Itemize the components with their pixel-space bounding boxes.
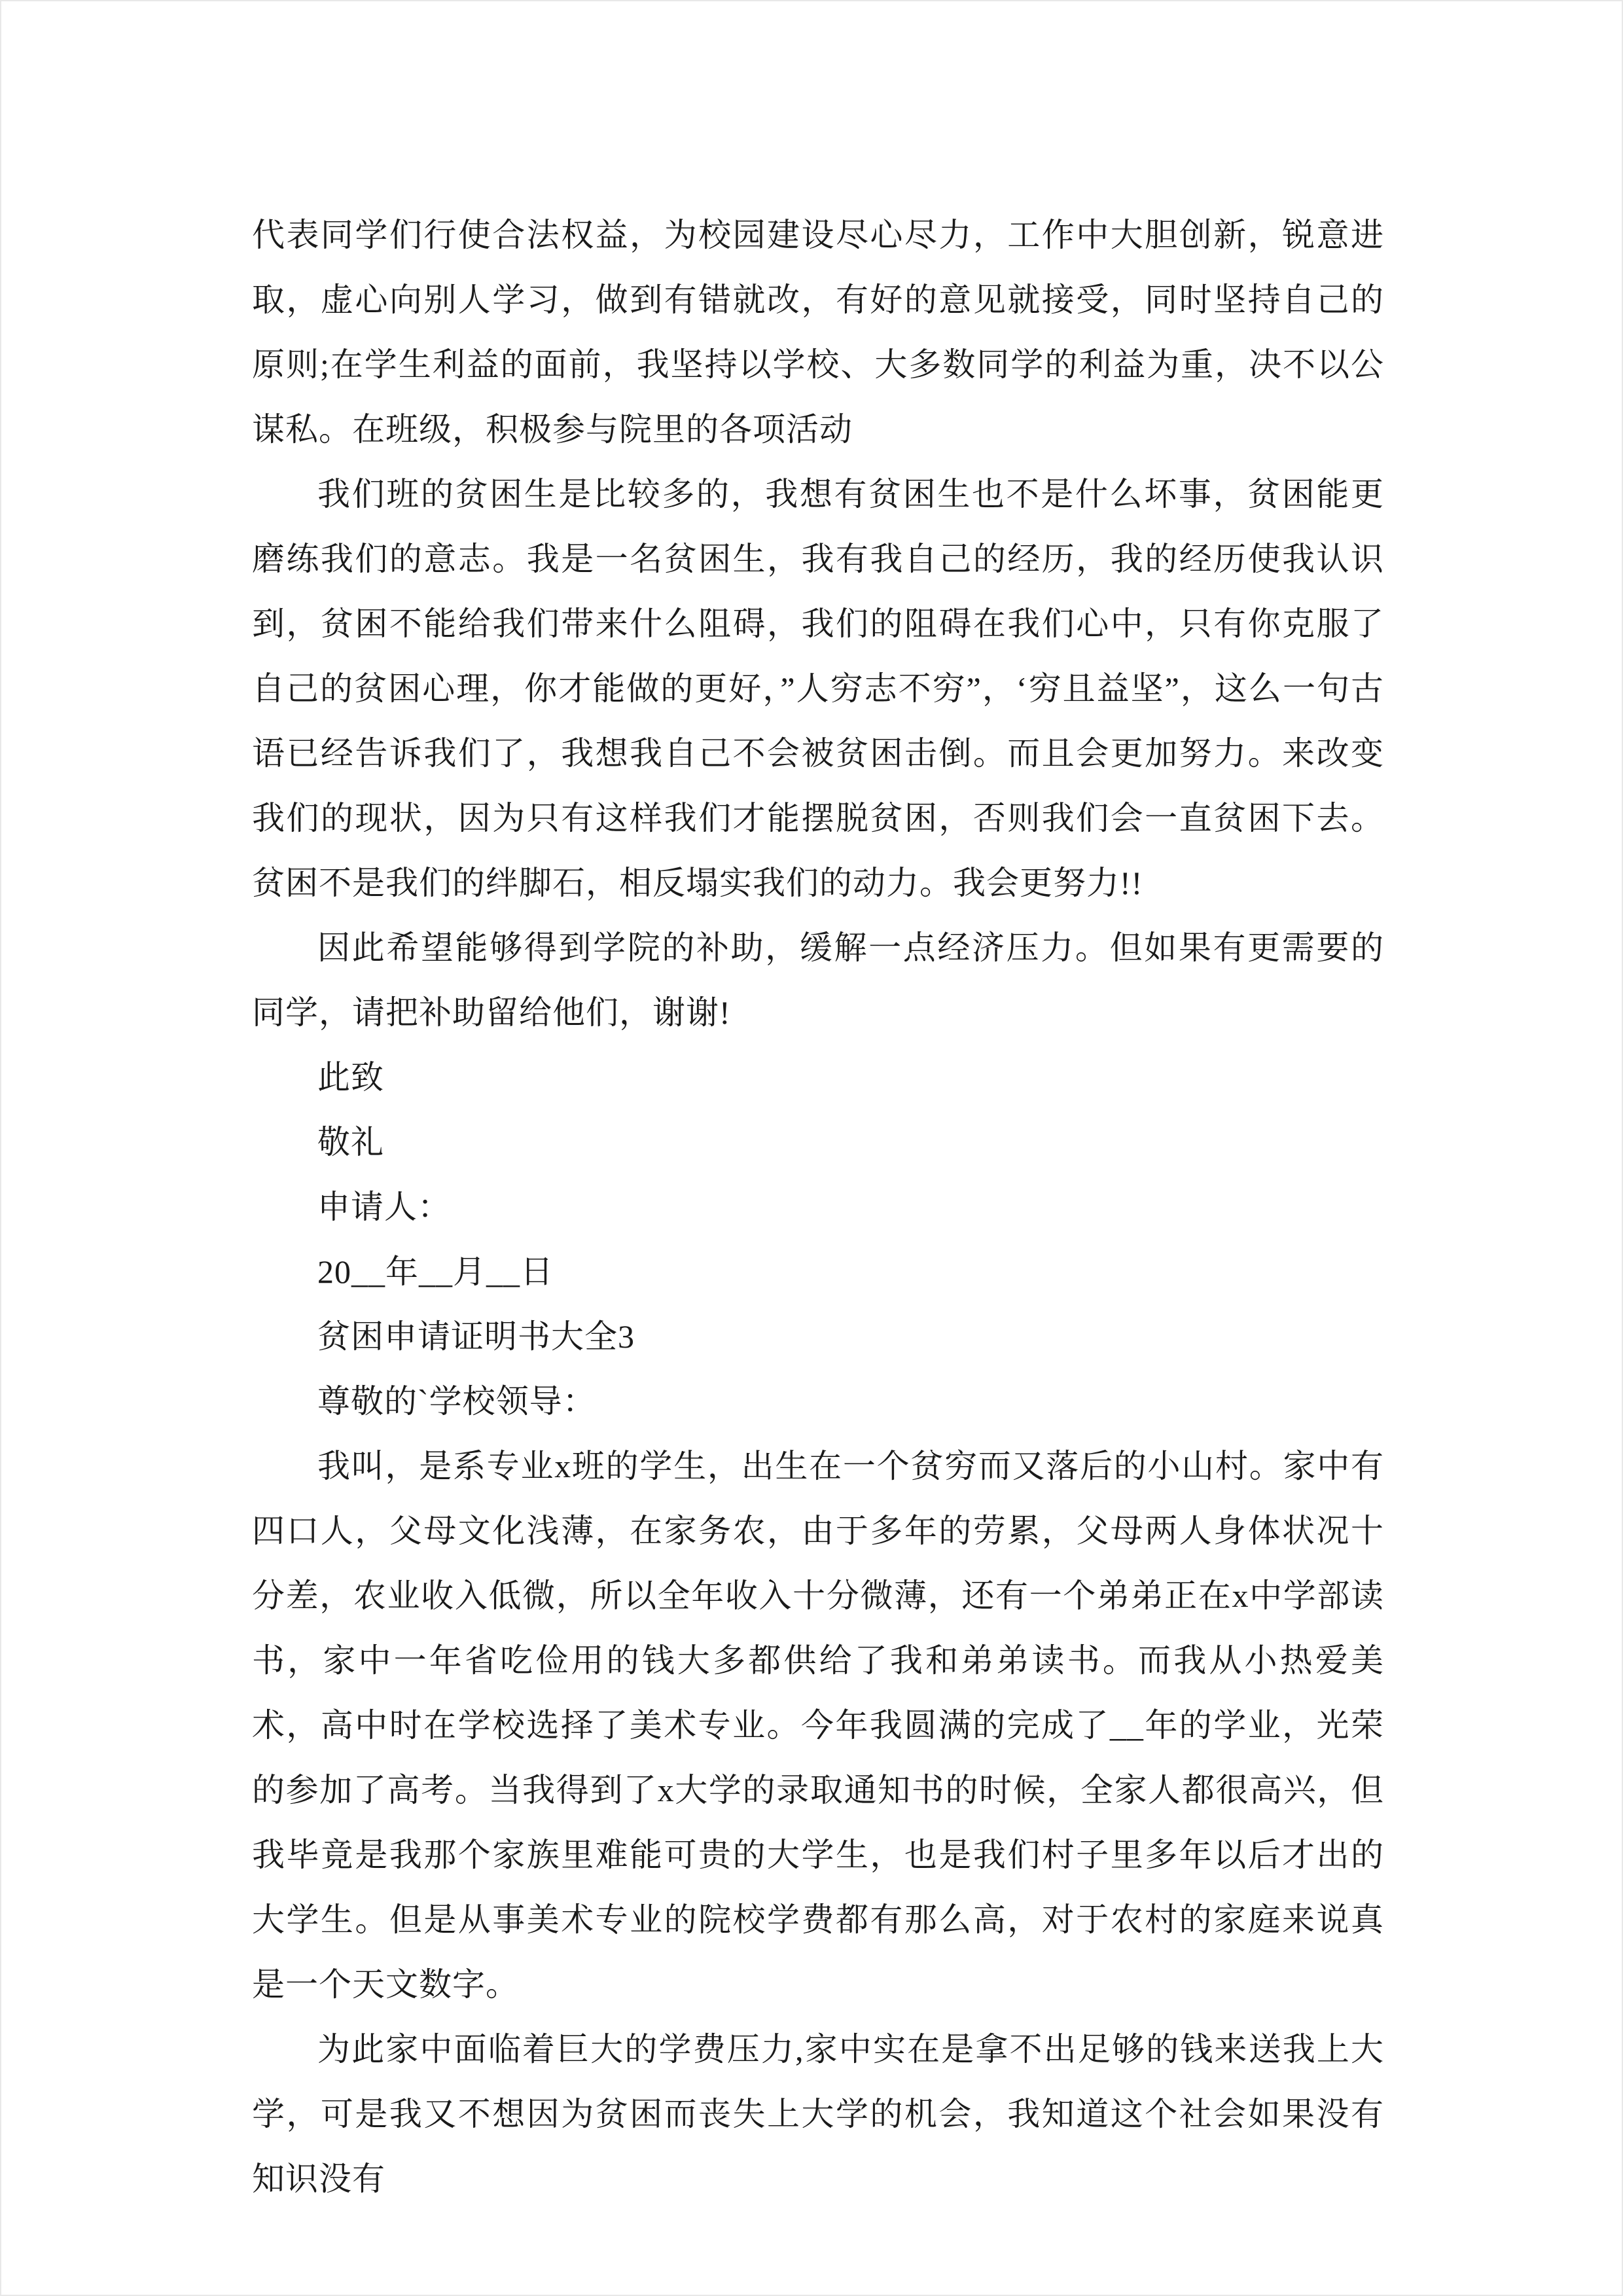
salutation-line: 此致: [317, 1059, 384, 1096]
body-paragraph: 为此家中面临着巨大的学费压力,家中实在是拿不出足够的钱来送我上大学，可是我又不想因为贫困而丧失上大学的机会，我知道这个社会如果没有知识没有: [252, 2031, 1384, 2197]
body-paragraph: 我叫，是系专业x班的学生，出生在一个贫穷而又落后的小山村。家中有四口人，父母文化浅薄，在家务农，由于多年的劳累，父母两人身体状况十分差，农业收入低微，所以全年收入十分微薄，还有一个弟弟正在x中学部读书，家中一年省吃俭用的钱大多都供给了我和弟弟读书。而我从小热爱美术，高中时在学校选择了美术专业。今年我圆满的完成了__年的学业，光荣的参加了高考。当我得到了x大学的录取通知书的时候，全家人都很高兴，但我毕竟是我那个家族里难能可贵的大学生，也是我们村子里多年以后才出的大学生。但是从事美术专业的院校学费都有那么高，对于农村的家庭来说真是一个天文数字。: [252, 1448, 1384, 2003]
body-paragraph: 因此希望能够得到学院的补助，缓解一点经济压力。但如果有更需要的同学，请把补助留给他们，谢谢!: [252, 929, 1384, 1031]
date-line: 20__年__月__日: [317, 1253, 554, 1290]
section-title: 贫困申请证明书大全3: [317, 1318, 635, 1355]
body-paragraph: 我们班的贫困生是比较多的，我想有贫困生也不是什么坏事，贫困能更磨练我们的意志。我是一名贫困生，我有我自己的经历，我的经历使我认识到，贫困不能给我们带来什么阻碍，我们的阻碍在我们心中，只有你克服了自己的贫困心理，你才能做的更好，”人穷志不穷”，‘穷且益坚”，这么一句古语已经告诉我们了，我想我自己不会被贫困击倒。而且会更加努力。来改变我们的现状，因为只有这样我们才能摆脱贫困，否则我们会一直贫困下去。贫困不是我们的绊脚石，相反塌实我们的动力。我会更努力!!: [252, 476, 1384, 901]
recipient-line: 尊敬的`学校领导：: [317, 1383, 596, 1420]
document-content: [252, 203, 1384, 2212]
signature-line: 申请人：: [317, 1189, 451, 1225]
body-paragraph-continued: 代表同学们行使合法权益，为校园建设尽心尽力，工作中大胆创新，锐意进取，虚心向别人学习，做到有错就改，有好的意见就接受，同时坚持自己的原则;在学生利益的面前，我坚持以学校、大多数同学的利益为重，决不以公谋私。在班级，积极参与院里的各项活动: [252, 217, 1384, 448]
closing-line: 敬礼: [317, 1124, 384, 1160]
